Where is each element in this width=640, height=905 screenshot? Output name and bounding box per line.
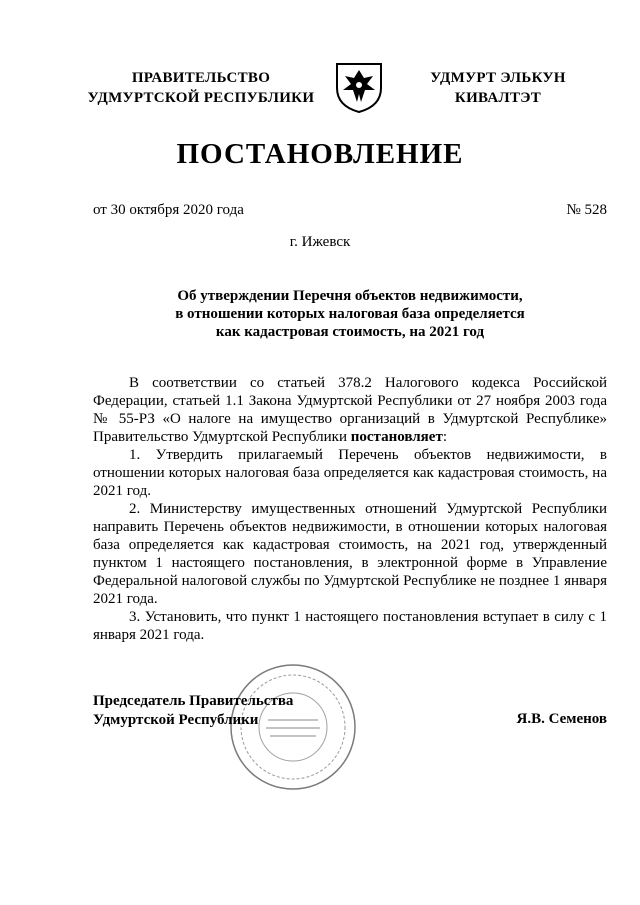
issuer-name-udmurt [408,68,588,108]
document-body [93,374,607,644]
issuer-line: УДМУРТСКОЙ РЕСПУБЛИКИ [87,90,315,106]
preamble-colon: : [442,429,447,445]
issuer-line: ПРАВИТЕЛЬСТВО [131,70,271,86]
subject-line: в отношении которых налоговая база определяется [175,306,525,322]
issuer-line: КИВАЛТЭТ [454,90,542,106]
item-3-paragraph: 3. Установить, что пункт 1 настоящего постановления вступает в силу с 1 января 2021 года. [93,609,607,643]
signatory-title [93,692,293,730]
subject-line: как кадастровая стоимость, на 2021 год [215,324,485,340]
signatory-title-line: Председатель Правительства [93,693,294,709]
coat-of-arms-icon [331,58,387,114]
preamble-paragraph [93,374,607,446]
document-city: г. Ижевск [289,234,351,250]
preamble-text: В соответствии со статьей 378.2 Налогового кодекса Российской Федерации, статьей 1.1 Закона Удмуртской Республики от 27 ноября 2003 года № 55-РЗ «О налоге на имущество организаций в Удмуртской Республике» Правительство Удмуртской Республики [93,375,607,445]
subject-line: Об утверждении Перечня объектов недвижимости, [177,288,523,304]
document-type-title: ПОСТАНОВЛЕНИЕ [176,138,464,170]
resolves-keyword: постановляет [350,429,443,445]
issuer-line: УДМУРТ ЭЛЬКУН [430,70,566,86]
signatory-title-line: Удмуртской Республики [93,712,259,728]
document-number: № 528 [566,202,607,218]
issuer-name-russian [76,68,326,108]
item-1-paragraph: 1. Утвердить прилагаемый Перечень объектов недвижимости, в отношении которых налоговая база определяется как кадастровая стоимость, на 2021 год. [93,447,607,499]
document-date: от 30 октября 2020 года [93,202,244,218]
signatory-name: Я.В. Семенов [516,711,607,727]
item-2-paragraph: 2. Министерству имущественных отношений Удмуртской Республики направить Перечень объектов недвижимости, в отношении которых налоговая база определяется как кадастровая стоимость, на 2021 год, утвержденный пунктом 1 настоящего постановления, в электронной форме в Управление Федеральной налоговой службы по Удмуртской Республике не позднее 1 января 2021 года. [93,501,607,607]
document-subject [93,287,607,341]
